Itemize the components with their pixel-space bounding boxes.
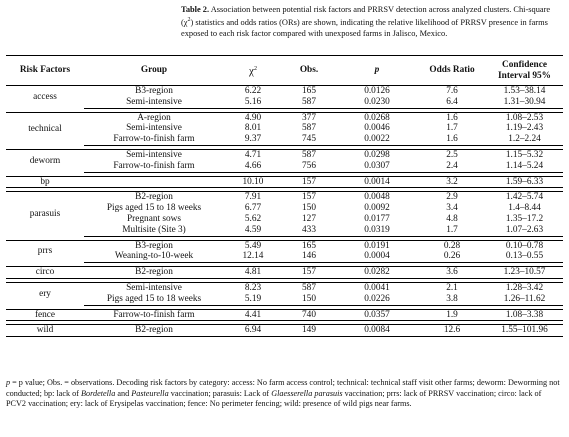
p-value-cell: 0.0046 — [364, 123, 390, 134]
chi-square-cell: 6.77 — [244, 203, 262, 214]
p-value-cell: 0.0022 — [336, 134, 418, 145]
footnote-italic-2: Pasteurella — [131, 388, 169, 398]
p-value-cell: 0.0014 — [336, 176, 418, 188]
table-row — [6, 176, 563, 188]
chi-square-cell: 7.91 — [224, 192, 282, 203]
table-row — [6, 309, 563, 321]
p-value-cell: 0.0357 — [336, 309, 418, 321]
chi-square-cell: 4.90 — [224, 112, 282, 123]
observations-cell: 377 — [282, 112, 336, 123]
table-row — [6, 203, 563, 214]
chi-square-cell: 4.66 — [224, 161, 282, 172]
table-row — [6, 325, 563, 337]
observations-cell: 433 — [282, 225, 336, 236]
odds-ratio-cell: 6.4 — [418, 97, 486, 108]
footnote-part-4: vaccination; prrs: lack of PRRSV vaccination; circo: lack of PCV2 vaccination; ery: lack of Erysipelas vaccination; fence: No perimeter fencing; wild: presence of wild pigs near farms. — [6, 388, 542, 409]
chi-square-cell: 8.23 — [224, 282, 282, 293]
chi-square-cell: 9.37 — [224, 134, 282, 145]
group-cell: B3-region — [84, 86, 224, 97]
table-row — [6, 149, 563, 160]
risk-factor-cell: deworm — [6, 149, 84, 172]
chi-square-cell: 4.81 — [224, 267, 282, 279]
header-ci-line1: Confidence — [502, 60, 547, 70]
p-value-cell: 0.0004 — [336, 251, 418, 262]
group-cell: Semi-intensive — [126, 123, 182, 134]
chi-square-cell: 12.14 — [224, 251, 282, 262]
chi-square-cell: 5.49 — [224, 240, 282, 251]
risk-factor-cell: technical — [6, 112, 84, 145]
chi-square-cell: 10.10 — [224, 176, 282, 188]
p-value-cell: 0.0084 — [336, 325, 418, 337]
p-value-cell: 0.0282 — [336, 267, 418, 279]
table-row — [6, 112, 563, 123]
confidence-interval-cell: 1.4–8.44 — [508, 203, 541, 214]
group-cell: B2-region — [84, 325, 224, 337]
p-value-cell: 0.0092 — [364, 203, 390, 214]
group-cell: Multisite (Site 3) — [84, 225, 224, 236]
p-value-cell: 0.0268 — [336, 112, 418, 123]
p-value-cell: 0.0177 — [364, 213, 390, 224]
confidence-interval-cell: 1.53–38.14 — [486, 86, 563, 97]
confidence-interval-cell: 1.42–5.74 — [486, 192, 563, 203]
confidence-interval-cell: 1.14–5.24 — [486, 161, 563, 172]
confidence-interval-cell: 1.55–101.96 — [486, 325, 563, 337]
table-row — [6, 214, 563, 225]
odds-ratio-cell: 1.6 — [418, 112, 486, 123]
footnote-italic-1: Bordetella — [81, 388, 116, 398]
p-value-cell: 0.0226 — [336, 294, 418, 305]
header-p-value: p — [336, 56, 418, 86]
observations-cell: 157 — [282, 176, 336, 188]
footnote-italic-3: Glaesserella parasuis — [271, 388, 343, 398]
table-row — [6, 97, 563, 108]
odds-ratio-cell: 12.6 — [418, 325, 486, 337]
p-value-cell: 0.0298 — [336, 149, 418, 160]
odds-ratio-cell: 3.6 — [418, 267, 486, 279]
confidence-interval-cell: 1.19–2.43 — [505, 123, 544, 134]
group-cell: Pregnant sows — [127, 213, 181, 224]
table-row — [6, 123, 563, 134]
odds-ratio-cell: 4.8 — [446, 213, 458, 224]
chi-square-cell: 5.62 — [244, 213, 262, 224]
group-cell: B3-region — [84, 240, 224, 251]
risk-factor-cell: prrs — [6, 240, 84, 263]
confidence-interval-cell: 1.08–3.38 — [486, 309, 563, 321]
footnote-part-3: vaccination; parasuis: Lack of — [168, 388, 272, 398]
odds-ratio-cell: 0.26 — [418, 251, 486, 262]
chi-square-cell: 4.41 — [224, 309, 282, 321]
chi-square-cell: 6.94 — [224, 325, 282, 337]
observations-cell: 165 — [282, 240, 336, 251]
risk-factor-cell: fence — [6, 309, 84, 321]
group-cell: Weaning-to-10-week — [84, 251, 224, 262]
group-cell: Semi-intensive — [84, 149, 224, 160]
risk-factor-cell: circo — [6, 267, 84, 279]
table-row — [6, 161, 563, 172]
confidence-interval-cell: 0.10–0.78 — [486, 240, 563, 251]
caption-text-b: ) statistics and odds ratios (ORs) are shown, indicating the relative likelihood of PRRSV presence in farms exposed to each risk factor compared with unexposed farms in Jalisco, Mexico. — [181, 17, 548, 38]
caption-superscript: 2 — [187, 17, 191, 23]
p-value-cell: 0.0126 — [336, 86, 418, 97]
odds-ratio-cell: 1.9 — [418, 309, 486, 321]
chi-square-cell: 4.71 — [224, 149, 282, 160]
header-row — [6, 56, 563, 86]
odds-ratio-cell: 2.9 — [418, 192, 486, 203]
odds-ratio-cell: 1.7 — [418, 225, 486, 236]
confidence-interval-cell: 1.26–11.62 — [486, 294, 563, 305]
confidence-interval-cell: 1.31–30.94 — [486, 97, 563, 108]
group-cell: Farrow-to-finish farm — [84, 134, 224, 145]
header-chi-symbol: χ — [249, 64, 254, 77]
observations-cell: 146 — [282, 251, 336, 262]
group-cell: A-region — [84, 112, 224, 123]
confidence-interval-cell: 1.28–3.42 — [486, 282, 563, 293]
table-row — [6, 225, 563, 236]
confidence-interval-cell: 1.07–2.63 — [486, 225, 563, 236]
chi-square-cell: 5.16 — [224, 97, 282, 108]
observations-cell: 756 — [282, 161, 336, 172]
confidence-interval-cell: 1.35–17.2 — [505, 213, 544, 224]
risk-factor-cell: ery — [6, 282, 84, 305]
observations-cell: 127 — [302, 213, 316, 224]
odds-ratio-cell: 3.2 — [418, 176, 486, 188]
confidence-interval-cell: 1.23–10.57 — [486, 267, 563, 279]
group-cell: Pigs aged 15 to 18 weeks — [106, 203, 202, 214]
table-row — [6, 86, 563, 97]
p-value-cell: 0.0307 — [336, 161, 418, 172]
footnote-part-2: and — [115, 388, 132, 398]
table-body — [6, 86, 563, 337]
odds-ratio-cell: 3.4 — [446, 203, 458, 214]
header-group: Group — [84, 56, 224, 86]
odds-ratio-cell: 1.7 — [446, 123, 458, 134]
table-row — [6, 282, 563, 293]
table-row — [6, 294, 563, 305]
header-observations: Obs. — [282, 56, 336, 86]
group-cell: Semi-intensive — [84, 282, 224, 293]
observations-cell: 150 — [302, 203, 316, 214]
chi-square-cell: 5.19 — [224, 294, 282, 305]
odds-ratio-cell: 2.4 — [418, 161, 486, 172]
group-cell: Farrow-to-finish farm — [84, 309, 224, 321]
odds-ratio-cell: 2.1 — [418, 282, 486, 293]
observations-cell: 165 — [282, 86, 336, 97]
chi-square-cell: 8.01 — [244, 123, 262, 134]
header-confidence-interval — [486, 56, 563, 86]
table-row — [6, 192, 563, 203]
table-row — [6, 134, 563, 145]
table-row — [6, 267, 563, 279]
odds-ratio-cell: 0.28 — [418, 240, 486, 251]
p-value-cell: 0.0048 — [336, 192, 418, 203]
group-cell: B2-region — [84, 192, 224, 203]
table-caption — [181, 4, 563, 39]
risk-factor-cell: parasuis — [6, 192, 84, 236]
group-cell: B2-region — [84, 267, 224, 279]
observations-cell: 587 — [282, 282, 336, 293]
table-row — [6, 240, 563, 251]
observations-cell: 587 — [282, 97, 336, 108]
group-cell: Farrow-to-finish farm — [84, 161, 224, 172]
odds-ratio-cell: 3.8 — [418, 294, 486, 305]
header-ci-line2: Interval 95% — [498, 70, 551, 81]
caption-text-a: Association between potential risk factors and PRRSV detection across analyzed clusters. Chi-square (χ — [181, 5, 551, 27]
observations-cell: 587 — [282, 149, 336, 160]
confidence-interval-cell: 1.08–2.53 — [486, 112, 563, 123]
chi-square-cell: 6.22 — [224, 86, 282, 97]
p-value-cell: 0.0191 — [336, 240, 418, 251]
group-cell: Pigs aged 15 to 18 weeks — [84, 294, 224, 305]
risk-factor-cell: access — [6, 86, 84, 109]
table-footnote: p = p value; Obs. = observations. Decoding risk factors by category: access: No farm access control; technical: technical staff visit other farms; deworm: Deworming not conducted; bp: lack of Bordetella and Pasteurella vaccination; parasuis: Lack of Glaesserella parasuis vaccination; prrs: lack of PRRSV vaccination; circo: lack of PCV2 vaccination; ery: lack of Erysipelas vaccination; fence: No perimeter fencing; wild: presence of wild pigs near farms. — [6, 378, 560, 409]
chi-square-cell: 4.59 — [224, 225, 282, 236]
confidence-interval-cell: 0.13–0.55 — [486, 251, 563, 262]
header-chi-superscript: 2 — [253, 65, 257, 72]
observations-cell: 740 — [282, 309, 336, 321]
risk-factor-table — [6, 55, 563, 337]
p-value-cell: 0.0041 — [336, 282, 418, 293]
footnote-part-1: = p value; Obs. = observations. Decoding risk factors by category: access: No farm access control; technical: technical staff visit other farms; deworm: Deworming not conducted; bp: lack of — [6, 378, 560, 398]
confidence-interval-cell: 1.59–6.33 — [486, 176, 563, 188]
risk-factor-cell: bp — [6, 176, 84, 188]
odds-ratio-cell: 1.6 — [418, 134, 486, 145]
observations-cell: 149 — [282, 325, 336, 337]
header-risk-factors: Risk Factors — [6, 56, 84, 86]
odds-ratio-cell: 7.6 — [418, 86, 486, 97]
confidence-interval-cell: 1.15–5.32 — [486, 149, 563, 160]
caption-label: Table 2. — [181, 5, 210, 14]
observations-cell: 150 — [282, 294, 336, 305]
odds-ratio-cell: 2.5 — [418, 149, 486, 160]
group-cell — [84, 176, 224, 188]
group-cell: Semi-intensive — [84, 97, 224, 108]
observations-cell: 745 — [282, 134, 336, 145]
table-row — [6, 251, 563, 262]
observations-cell: 157 — [282, 192, 336, 203]
p-value-cell: 0.0230 — [336, 97, 418, 108]
header-chi-square — [224, 56, 282, 86]
p-value-cell: 0.0319 — [336, 225, 418, 236]
header-odds-ratio: Odds Ratio — [418, 56, 486, 86]
confidence-interval-cell: 1.2–2.24 — [486, 134, 563, 145]
risk-factor-cell: wild — [6, 325, 84, 337]
observations-cell: 587 — [302, 123, 316, 134]
observations-cell: 157 — [282, 267, 336, 279]
